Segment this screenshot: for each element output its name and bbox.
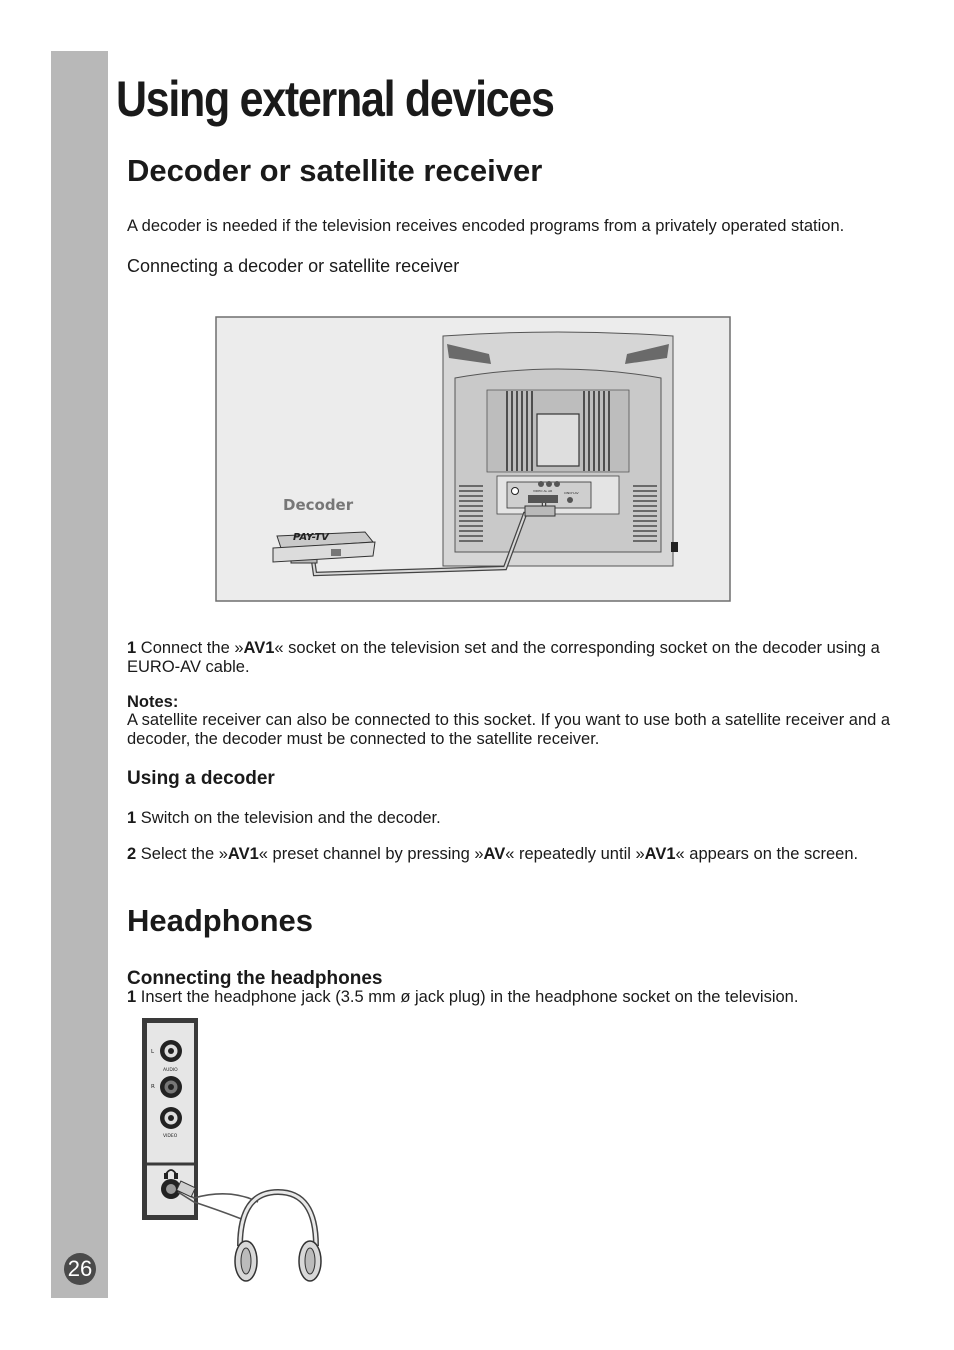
using-decoder-heading: Using a decoder — [127, 768, 275, 789]
decoder-subheading: Connecting a decoder or satellite receiver — [127, 256, 460, 276]
headphones-subheading: Connecting the headphones — [127, 968, 383, 989]
headphones-illustration — [235, 1192, 321, 1281]
headphones-connection-diagram — [140, 1016, 330, 1286]
socket-label-cinch: CINCH-AV — [564, 491, 579, 495]
decoder-intro: A decoder is needed if the television receives encoded programs from a privately operated station. — [127, 217, 845, 235]
using-decoder-step-1: 1 Switch on the television and the decoder. — [127, 809, 441, 827]
headphones-heading: Headphones — [127, 903, 314, 938]
decoder-connection-diagram — [215, 316, 731, 602]
label-video: VIDEO — [163, 1134, 178, 1139]
page-title: Using external devices — [116, 71, 554, 127]
socket-labels: VIDEO AL AR — [533, 489, 553, 493]
notes-label: Notes: — [127, 693, 179, 711]
page-number: 26 — [64, 1253, 96, 1285]
label-audio: AUDIO — [163, 1068, 178, 1073]
notes-text: A satellite receiver can also be connected to this socket. If you want to use both a satellite receiver and a decoder, the decoder must be connected to the satellite receiver. — [127, 711, 891, 748]
tv-back-illustration — [443, 332, 678, 566]
pay-tv-label: PAY-TV — [293, 532, 330, 543]
headphones-step-1: 1 Insert the headphone jack (3.5 mm ø jack plug) in the headphone socket on the television. — [127, 988, 799, 1006]
decoder-step-1: 1 Connect the »AV1« socket on the television set and the corresponding socket on the decoder using a EURO-AV cable. — [127, 639, 880, 676]
decoder-label: Decoder — [283, 496, 354, 514]
side-bar — [51, 51, 108, 1298]
label-r: R — [151, 1084, 155, 1090]
label-l: L — [151, 1049, 155, 1055]
using-decoder-step-2: 2 Select the »AV1« preset channel by pressing »AV« repeatedly until »AV1« appears on the screen. — [127, 845, 859, 863]
decoder-section-heading: Decoder or satellite receiver — [127, 153, 543, 188]
